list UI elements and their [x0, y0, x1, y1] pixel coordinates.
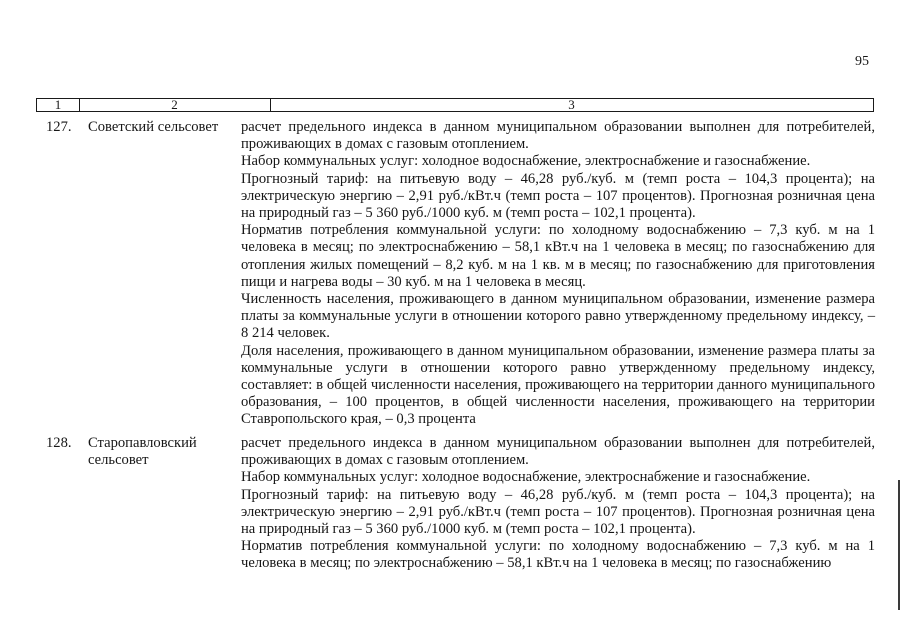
municipality-name: Старопавловский сельсовет	[88, 435, 197, 469]
scan-edge-mark	[898, 480, 900, 610]
municipality-name: Советский сельсовет	[88, 119, 219, 135]
paragraph: Набор коммунальных услуг: холодное водоснабжение, электроснабжение и газоснабжение.	[241, 153, 811, 170]
column-header-2: 2	[79, 99, 271, 111]
entry-number: 128.	[46, 435, 72, 451]
paragraph: Норматив потребления коммунальной услуги: по холодному водоснабжению – 7,3 куб. м на 1 человека в месяц; по электроснабжению – 58,1 кВт.ч на 1 человека в месяц; по газоснабжению	[241, 538, 875, 572]
page-number: 95	[855, 54, 869, 69]
column-header-1: 1	[37, 99, 80, 111]
paragraph: расчет предельного индекса в данном муниципальном образовании выполнен для потребителей, проживающих в домах с газовым отоплением.	[241, 119, 875, 153]
paragraph: Норматив потребления коммунальной услуги: по холодному водоснабжению – 7,3 куб. м на 1 человека в месяц; по электроснабжению – 58,1 кВт.ч на 1 человека в месяц; по газоснабжению для отопления жилых помещений – 8,2 куб. м на 1 кв. м в месяц; по газоснабжению для приготовления пищи и нагрева воды – 30 куб. м на 1 человека в месяц.	[241, 222, 875, 290]
entry-description	[241, 119, 875, 429]
paragraph: Доля населения, проживающего в данном муниципальном образовании, изменение размера платы за коммунальные услуги в отношении которого равно утвержденному предельному индексу, составляет: в общей численности населения, проживающего на территории данного муниципального образования, – 100 процентов, в общей численности населения, проживающего на территории Ставропольского края, – 0,3 процента	[241, 342, 875, 428]
paragraph: Прогнозный тариф: на питьевую воду – 46,28 руб./куб. м (темп роста – 104,3 процента); на электрическую энергию – 2,91 руб./кВт.ч (темп роста – 107 процентов). Прогнозная розничная цена на природный газ – 5 360 руб./1000 куб. м (темп роста – 102,1 процента).	[241, 486, 875, 538]
entry-description	[241, 435, 875, 573]
column-header-3: 3	[568, 97, 575, 112]
entry-number: 127.	[46, 119, 72, 135]
paragraph: расчет предельного индекса в данном муниципальном образовании выполнен для потребителей, проживающих в домах с газовым отоплением.	[241, 435, 875, 469]
paragraph: Численность населения, проживающего в данном муниципальном образовании, изменение размера платы за коммунальные услуги в отношении которого равно утвержденному предельному индексу, – 8 214 человек.	[241, 291, 875, 342]
paragraph: Набор коммунальных услуг: холодное водоснабжение, электроснабжение и газоснабжение.	[241, 469, 811, 486]
paragraph: Прогнозный тариф: на питьевую воду – 46,28 руб./куб. м (темп роста – 104,3 процента); на электрическую энергию – 2,91 руб./кВт.ч (темп роста – 107 процентов). Прогнозная розничная цена на природный газ – 5 360 руб./1000 куб. м (темп роста – 102,1 процента).	[241, 170, 875, 222]
table-header-row	[36, 98, 874, 112]
